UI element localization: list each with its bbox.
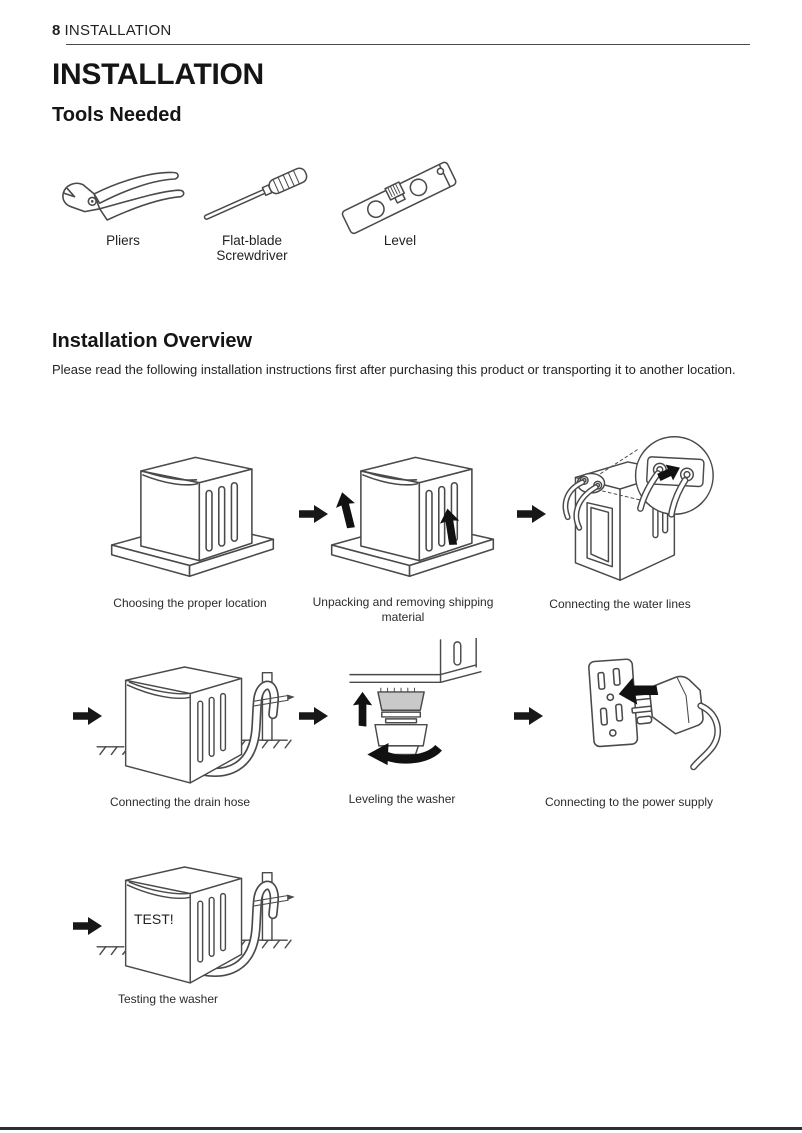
- step-unpacking: [320, 432, 505, 588]
- raise-arrow-up-icon: [353, 692, 372, 727]
- flat-blade-screwdriver-icon: [200, 165, 320, 230]
- caption-drain-hose: Connecting the drain hose: [109, 795, 251, 809]
- caption-leveling: Leveling the washer: [348, 792, 456, 806]
- overview-paragraph: Please read the following installation instructions first after purchasing this product or transporting it to another location.: [52, 362, 736, 377]
- page-title: INSTALLATION: [52, 58, 264, 91]
- flow-arrow-right-icon: [514, 706, 544, 726]
- tools-heading: Tools Needed: [52, 104, 182, 126]
- caption-testing: Testing the washer: [117, 992, 219, 1006]
- tool-level: [336, 152, 466, 240]
- flow-arrow-right-icon: [517, 504, 547, 524]
- level-icon: [336, 152, 466, 240]
- page-number: 8: [52, 22, 61, 39]
- water-lines-illustration: [558, 425, 718, 590]
- caption-choosing-location: Choosing the proper location: [113, 596, 267, 610]
- leveling-foot-illustration: [348, 638, 483, 768]
- step-power-supply: [572, 648, 722, 780]
- tool-pliers: [55, 162, 190, 237]
- step-testing: [95, 848, 295, 1000]
- test-label: TEST!: [134, 911, 174, 927]
- drain-hose-illustration: [95, 648, 295, 800]
- step-water-lines: [558, 425, 718, 590]
- tool-label-level: Level: [383, 233, 417, 248]
- washer-on-base-illustration: [100, 432, 285, 588]
- tool-label-flat-blade-screwdriver: Flat-blade Screwdriver: [216, 233, 288, 264]
- pliers-icon: [55, 162, 190, 237]
- header-rule: [66, 44, 750, 45]
- overview-heading: Installation Overview: [52, 330, 253, 352]
- step-drain-hose: [95, 648, 295, 800]
- outlet-icon: [588, 659, 637, 747]
- tool-flat-blade-screwdriver: [200, 165, 320, 230]
- power-plug-illustration: [572, 648, 722, 780]
- caption-water-lines: Connecting the water lines: [549, 597, 691, 611]
- caption-power-supply: Connecting to the power supply: [544, 795, 714, 809]
- tool-label-pliers: Pliers: [106, 233, 140, 248]
- page-header: [52, 22, 171, 39]
- page-section-title: INSTALLATION: [64, 22, 172, 39]
- step-leveling: [348, 638, 483, 768]
- caption-unpacking: Unpacking and removing shipping material: [312, 595, 494, 624]
- flow-arrow-right-icon: [299, 706, 329, 726]
- testing-washer-illustration: [95, 848, 295, 1000]
- washer-unpacking-illustration: [320, 432, 505, 588]
- page-bottom-rule: [0, 1127, 802, 1130]
- step-choosing-location: [100, 432, 285, 588]
